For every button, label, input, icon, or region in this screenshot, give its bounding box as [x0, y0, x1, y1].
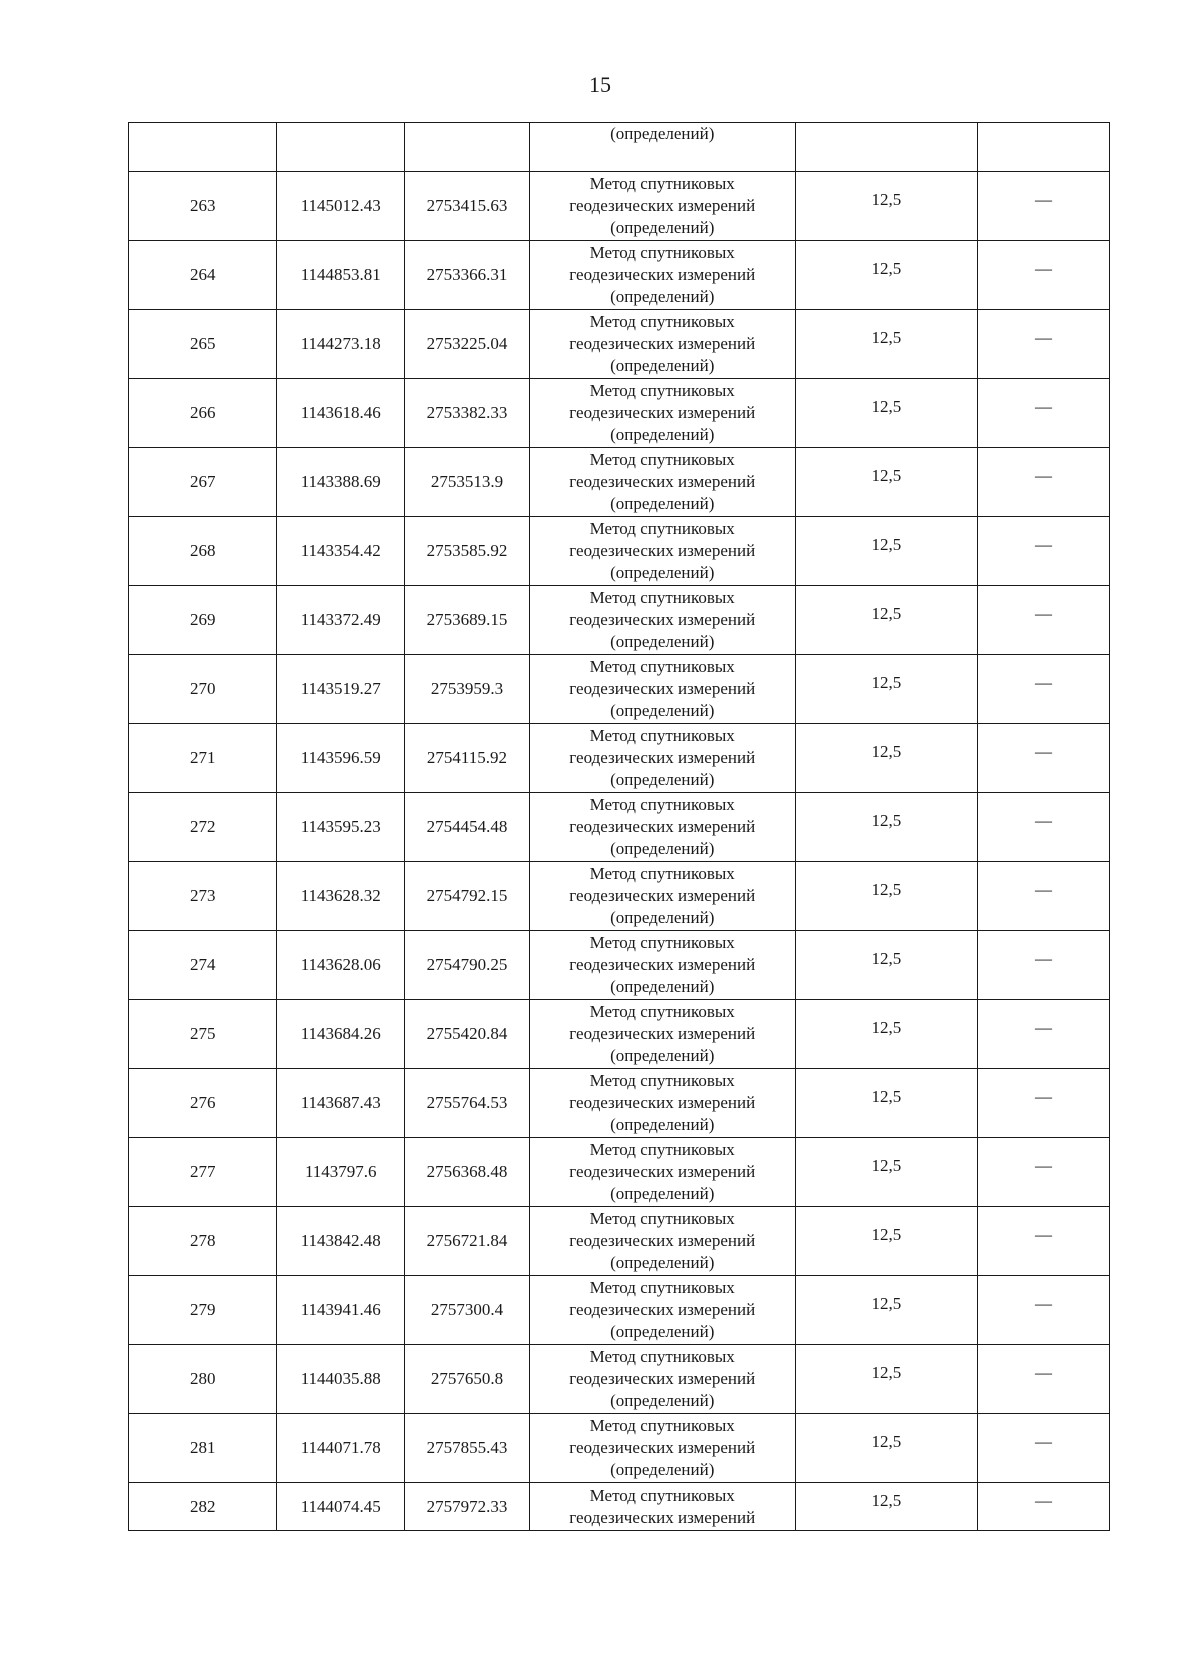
point-number-cell: 265 — [129, 310, 277, 379]
method-cell — [529, 1276, 795, 1345]
method-line: Метод спутниковых — [589, 1485, 735, 1505]
precision-cell-text: 12,5 — [871, 949, 902, 968]
x-coordinate-cell: 1143618.46 — [277, 379, 405, 448]
point-number-cell: 271 — [129, 724, 277, 793]
y-coordinate-cell: 2753513.9 — [405, 448, 530, 517]
note-cell — [978, 1276, 1110, 1345]
note-cell — [978, 1345, 1110, 1414]
note-cell-text: — — [1035, 397, 1053, 416]
table-row — [129, 310, 1110, 379]
method-line: Метод спутниковых — [589, 1002, 735, 1021]
point-number-cell: 279 — [129, 1276, 277, 1345]
method-line: Метод спутниковых — [589, 1347, 735, 1366]
method-cell — [529, 655, 795, 724]
method-line: геодезических измерений — [569, 265, 756, 284]
x-coordinate-cell: 1143684.26 — [277, 1000, 405, 1069]
method-line: Метод спутниковых — [589, 519, 735, 538]
point-number-cell: 270 — [129, 655, 277, 724]
table-row — [129, 448, 1110, 517]
method-line: Метод спутниковых — [589, 933, 735, 952]
note-cell-text: — — [1035, 742, 1053, 761]
note-cell — [978, 655, 1110, 724]
note-cell-text: — — [1035, 673, 1053, 692]
method-line: геодезических измерений — [569, 1507, 756, 1527]
x-coordinate-cell: 1143388.69 — [277, 448, 405, 517]
table-row — [129, 379, 1110, 448]
table-row — [129, 241, 1110, 310]
y-coordinate-cell: 2753689.15 — [405, 586, 530, 655]
note-cell — [978, 1138, 1110, 1207]
table-row — [129, 793, 1110, 862]
y-coordinate-cell: 2754115.92 — [405, 724, 530, 793]
precision-cell-text: 12,5 — [871, 1156, 902, 1175]
x-coordinate-cell: 1144074.45 — [277, 1483, 405, 1531]
point-number-cell: 276 — [129, 1069, 277, 1138]
note-cell — [978, 241, 1110, 310]
y-coordinate-cell: 2757855.43 — [405, 1414, 530, 1483]
method-cell — [529, 1207, 795, 1276]
y-coordinate-cell: 2753585.92 — [405, 517, 530, 586]
precision-cell — [795, 1276, 977, 1345]
method-line: Метод спутниковых — [589, 174, 735, 193]
precision-cell — [795, 1000, 977, 1069]
method-line: (определений) — [610, 632, 715, 651]
x-coordinate-cell: 1145012.43 — [277, 172, 405, 241]
method-line: (определений) — [610, 218, 715, 237]
precision-cell-text: 12,5 — [871, 259, 902, 278]
table-row — [129, 724, 1110, 793]
x-coordinate-cell: 1143372.49 — [277, 586, 405, 655]
method-cell — [529, 123, 795, 172]
method-line: (определений) — [610, 425, 715, 444]
method-line: геодезических измерений — [569, 748, 756, 767]
method-line: (определений) — [610, 287, 715, 306]
point-number-cell: 267 — [129, 448, 277, 517]
method-line: (определений) — [610, 1115, 715, 1134]
note-cell — [978, 1000, 1110, 1069]
x-coordinate-cell: 1143797.6 — [277, 1138, 405, 1207]
point-number-cell: 282 — [129, 1483, 277, 1531]
table-row — [129, 586, 1110, 655]
method-line: Метод спутниковых — [589, 1071, 735, 1090]
note-cell — [978, 310, 1110, 379]
table-row — [129, 1276, 1110, 1345]
method-line: (определений) — [610, 1184, 715, 1203]
x-coordinate-cell: 1143628.06 — [277, 931, 405, 1000]
precision-cell-text: 12,5 — [871, 1087, 902, 1106]
method-line: (определений) — [610, 977, 715, 996]
note-cell-text: — — [1035, 949, 1053, 968]
note-cell — [978, 172, 1110, 241]
table-row — [129, 1207, 1110, 1276]
point-number-cell: 278 — [129, 1207, 277, 1276]
note-cell-text: — — [1035, 328, 1053, 347]
precision-cell — [795, 931, 977, 1000]
precision-cell — [795, 1138, 977, 1207]
method-cell — [529, 724, 795, 793]
note-cell — [978, 1207, 1110, 1276]
y-coordinate-cell: 2753415.63 — [405, 172, 530, 241]
note-cell-text: — — [1035, 535, 1053, 554]
note-cell — [978, 379, 1110, 448]
point-number-cell: 274 — [129, 931, 277, 1000]
method-line: геодезических измерений — [569, 334, 756, 353]
point-number-cell: 281 — [129, 1414, 277, 1483]
table-body — [129, 123, 1110, 1531]
method-cell — [529, 793, 795, 862]
method-line: геодезических измерений — [569, 196, 756, 215]
y-coordinate-cell: 2755420.84 — [405, 1000, 530, 1069]
note-cell-text: — — [1035, 466, 1053, 485]
note-cell-text: — — [1035, 1490, 1053, 1510]
point-number-cell: 269 — [129, 586, 277, 655]
method-line: геодезических измерений — [569, 1231, 756, 1250]
x-coordinate-cell: 1143687.43 — [277, 1069, 405, 1138]
method-line: (определений) — [610, 356, 715, 375]
x-coordinate-cell: 1143842.48 — [277, 1207, 405, 1276]
note-cell — [978, 586, 1110, 655]
table-cell — [405, 123, 530, 172]
precision-cell — [795, 586, 977, 655]
note-cell-text: — — [1035, 1294, 1053, 1313]
y-coordinate-cell: 2753959.3 — [405, 655, 530, 724]
x-coordinate-cell: 1143519.27 — [277, 655, 405, 724]
x-coordinate-cell: 1143596.59 — [277, 724, 405, 793]
note-cell — [978, 793, 1110, 862]
precision-cell-text: 12,5 — [871, 1294, 902, 1313]
table-cell — [277, 123, 405, 172]
note-cell — [978, 1069, 1110, 1138]
note-cell-text: — — [1035, 811, 1053, 830]
method-line: геодезических измерений — [569, 1300, 756, 1319]
method-line: геодезических измерений — [569, 955, 756, 974]
x-coordinate-cell: 1144071.78 — [277, 1414, 405, 1483]
method-line: геодезических измерений — [569, 1438, 756, 1457]
method-line: геодезических измерений — [569, 472, 756, 491]
method-cell — [529, 241, 795, 310]
method-cell — [529, 1000, 795, 1069]
method-line: Метод спутниковых — [589, 864, 735, 883]
precision-cell-text: 12,5 — [871, 1490, 902, 1510]
precision-cell-text: 12,5 — [871, 1225, 902, 1244]
note-cell — [978, 862, 1110, 931]
method-line: Метод спутниковых — [589, 243, 735, 262]
x-coordinate-cell: 1144273.18 — [277, 310, 405, 379]
method-cell — [529, 1345, 795, 1414]
note-cell — [978, 1414, 1110, 1483]
precision-cell — [795, 1414, 977, 1483]
x-coordinate-cell: 1143628.32 — [277, 862, 405, 931]
method-line: геодезических измерений — [569, 679, 756, 698]
precision-cell — [795, 1483, 977, 1531]
table-row — [129, 1138, 1110, 1207]
method-line: геодезических измерений — [569, 817, 756, 836]
precision-cell-text: 12,5 — [871, 397, 902, 416]
table-cell — [129, 123, 277, 172]
y-coordinate-cell: 2756368.48 — [405, 1138, 530, 1207]
table-row — [129, 862, 1110, 931]
precision-cell-text: 12,5 — [871, 673, 902, 692]
precision-cell — [795, 724, 977, 793]
method-line: геодезических измерений — [569, 886, 756, 905]
precision-cell — [795, 793, 977, 862]
precision-cell-text: 12,5 — [871, 466, 902, 485]
point-number-cell: 280 — [129, 1345, 277, 1414]
precision-cell — [795, 172, 977, 241]
table-cell — [795, 123, 977, 172]
precision-cell — [795, 1069, 977, 1138]
method-cell — [529, 586, 795, 655]
table-cell — [978, 123, 1110, 172]
method-line: Метод спутниковых — [589, 657, 735, 676]
method-line: (определений) — [610, 494, 715, 513]
note-cell-text: — — [1035, 604, 1053, 623]
point-number-cell: 273 — [129, 862, 277, 931]
y-coordinate-cell: 2754454.48 — [405, 793, 530, 862]
method-line: (определений) — [610, 908, 715, 927]
precision-cell-text: 12,5 — [871, 880, 902, 899]
note-cell-text: — — [1035, 1432, 1053, 1451]
y-coordinate-cell: 2757972.33 — [405, 1483, 530, 1531]
coordinates-table — [128, 122, 1110, 1531]
precision-cell-text: 12,5 — [871, 811, 902, 830]
note-cell — [978, 448, 1110, 517]
method-line: геодезических измерений — [569, 610, 756, 629]
method-cell — [529, 172, 795, 241]
note-cell-text: — — [1035, 1225, 1053, 1244]
x-coordinate-cell: 1144853.81 — [277, 241, 405, 310]
precision-cell-text: 12,5 — [871, 742, 902, 761]
x-coordinate-cell: 1143595.23 — [277, 793, 405, 862]
method-cell — [529, 862, 795, 931]
table-row — [129, 172, 1110, 241]
precision-cell-text: 12,5 — [871, 1018, 902, 1037]
precision-cell-text: 12,5 — [871, 190, 902, 209]
note-cell-text: — — [1035, 1087, 1053, 1106]
precision-cell-text: 12,5 — [871, 1363, 902, 1382]
method-line: (определений) — [610, 770, 715, 789]
y-coordinate-cell: 2754792.15 — [405, 862, 530, 931]
precision-cell-text: 12,5 — [871, 604, 902, 623]
precision-cell-text: 12,5 — [871, 535, 902, 554]
precision-cell-text: 12,5 — [871, 328, 902, 347]
y-coordinate-cell: 2753382.33 — [405, 379, 530, 448]
method-line: (определений) — [610, 1253, 715, 1272]
method-line: геодезических измерений — [569, 403, 756, 422]
method-line: (определений) — [610, 1322, 715, 1341]
point-number-cell: 268 — [129, 517, 277, 586]
precision-cell — [795, 517, 977, 586]
method-line: (определений) — [610, 1046, 715, 1065]
point-number-cell: 266 — [129, 379, 277, 448]
method-tail: (определений) — [610, 124, 715, 143]
page-number: 15 — [589, 72, 611, 97]
note-cell-text: — — [1035, 259, 1053, 278]
method-line: Метод спутниковых — [589, 312, 735, 331]
method-cell — [529, 310, 795, 379]
x-coordinate-cell: 1144035.88 — [277, 1345, 405, 1414]
continuation-row — [129, 123, 1110, 172]
method-line: геодезических измерений — [569, 1162, 756, 1181]
method-cell — [529, 379, 795, 448]
table-row — [129, 1414, 1110, 1483]
precision-cell — [795, 379, 977, 448]
note-cell — [978, 1483, 1110, 1531]
table-row — [129, 1345, 1110, 1414]
method-cell — [529, 1069, 795, 1138]
note-cell — [978, 931, 1110, 1000]
method-cell — [529, 1138, 795, 1207]
method-line: (определений) — [610, 1460, 715, 1479]
point-number-cell: 263 — [129, 172, 277, 241]
y-coordinate-cell: 2754790.25 — [405, 931, 530, 1000]
precision-cell — [795, 655, 977, 724]
method-line: (определений) — [610, 839, 715, 858]
x-coordinate-cell: 1143354.42 — [277, 517, 405, 586]
method-line: Метод спутниковых — [589, 795, 735, 814]
precision-cell-text: 12,5 — [871, 1432, 902, 1451]
method-line: геодезических измерений — [569, 1369, 756, 1388]
method-line: Метод спутниковых — [589, 381, 735, 400]
table-row — [129, 655, 1110, 724]
method-cell — [529, 931, 795, 1000]
table-row — [129, 1483, 1110, 1531]
point-number-cell: 275 — [129, 1000, 277, 1069]
x-coordinate-cell: 1143941.46 — [277, 1276, 405, 1345]
note-cell — [978, 724, 1110, 793]
precision-cell — [795, 241, 977, 310]
y-coordinate-cell: 2755764.53 — [405, 1069, 530, 1138]
method-line: Метод спутниковых — [589, 1140, 735, 1159]
y-coordinate-cell: 2757300.4 — [405, 1276, 530, 1345]
method-line: Метод спутниковых — [589, 1209, 735, 1228]
note-cell — [978, 517, 1110, 586]
precision-cell — [795, 448, 977, 517]
y-coordinate-cell: 2756721.84 — [405, 1207, 530, 1276]
method-cell — [529, 1483, 795, 1531]
method-line: Метод спутниковых — [589, 1278, 735, 1297]
method-line: геодезических измерений — [569, 1024, 756, 1043]
y-coordinate-cell: 2753225.04 — [405, 310, 530, 379]
point-number-cell: 264 — [129, 241, 277, 310]
method-line: геодезических измерений — [569, 1093, 756, 1112]
method-line: Метод спутниковых — [589, 1416, 735, 1435]
method-line: (определений) — [610, 701, 715, 720]
note-cell-text: — — [1035, 880, 1053, 899]
point-number-cell: 277 — [129, 1138, 277, 1207]
table-row — [129, 1000, 1110, 1069]
table-row — [129, 931, 1110, 1000]
y-coordinate-cell: 2753366.31 — [405, 241, 530, 310]
table-row — [129, 1069, 1110, 1138]
method-line: Метод спутниковых — [589, 588, 735, 607]
method-line: Метод спутниковых — [589, 726, 735, 745]
method-cell — [529, 517, 795, 586]
method-line: (определений) — [610, 1391, 715, 1410]
point-number-cell: 272 — [129, 793, 277, 862]
method-cell — [529, 448, 795, 517]
note-cell-text: — — [1035, 1363, 1053, 1382]
table-row — [129, 517, 1110, 586]
precision-cell — [795, 310, 977, 379]
method-cell — [529, 1414, 795, 1483]
y-coordinate-cell: 2757650.8 — [405, 1345, 530, 1414]
precision-cell — [795, 862, 977, 931]
precision-cell — [795, 1345, 977, 1414]
note-cell-text: — — [1035, 190, 1053, 209]
note-cell-text: — — [1035, 1156, 1053, 1175]
precision-cell — [795, 1207, 977, 1276]
method-line: (определений) — [610, 563, 715, 582]
method-line: геодезических измерений — [569, 541, 756, 560]
note-cell-text: — — [1035, 1018, 1053, 1037]
method-line: Метод спутниковых — [589, 450, 735, 469]
